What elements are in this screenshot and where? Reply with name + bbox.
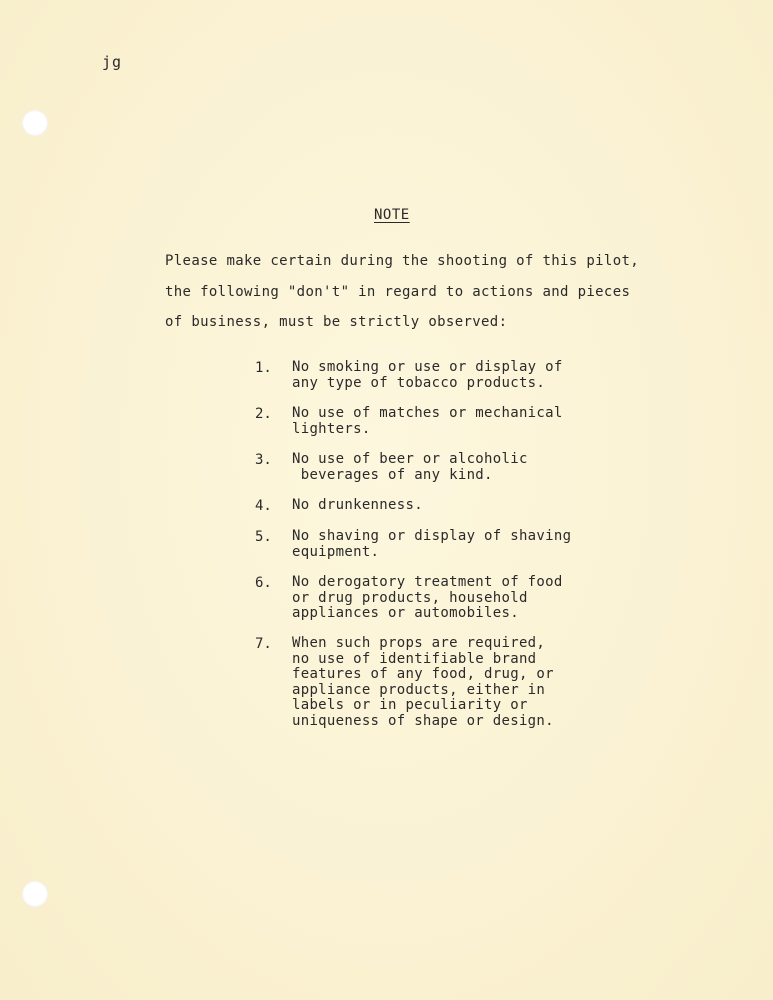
typist-initials: jg <box>102 53 123 71</box>
list-item-text: No shaving or display of shaving equipment. <box>292 528 572 560</box>
list-item-text: No drunkenness. <box>292 497 423 513</box>
list-item-text: No smoking or use or display of any type of tobacco products. <box>292 359 563 391</box>
intro-line-1: Please make certain during the shooting of this pilot, <box>165 253 640 269</box>
list-item-number: 3. <box>255 452 272 468</box>
punch-hole-bottom <box>22 881 48 907</box>
page-title: NOTE <box>374 207 410 223</box>
list-item-number: 2. <box>255 406 272 422</box>
list-item-number: 5. <box>255 529 272 545</box>
intro-line-3: of business, must be strictly observed: <box>165 314 508 330</box>
list-item-number: 1. <box>255 360 272 376</box>
intro-line-2: the following "don't" in regard to actions and pieces <box>165 284 631 300</box>
list-item-text: No derogatory treatment of food or drug products, household appliances or automobiles. <box>292 574 563 621</box>
list-item-number: 7. <box>255 636 272 652</box>
list-item-text: No use of beer or alcoholic beverages of any kind. <box>292 451 528 483</box>
list-item-text: When such props are required, no use of identifiable brand features of any food, drug, or appliance products, either in labels or in peculiarity or uniqueness of shape or design. <box>292 635 554 729</box>
punch-hole-top <box>22 110 48 136</box>
list-item-number: 6. <box>255 575 272 591</box>
list-item-text: No use of matches or mechanical lighters. <box>292 405 563 437</box>
list-item-number: 4. <box>255 498 272 514</box>
